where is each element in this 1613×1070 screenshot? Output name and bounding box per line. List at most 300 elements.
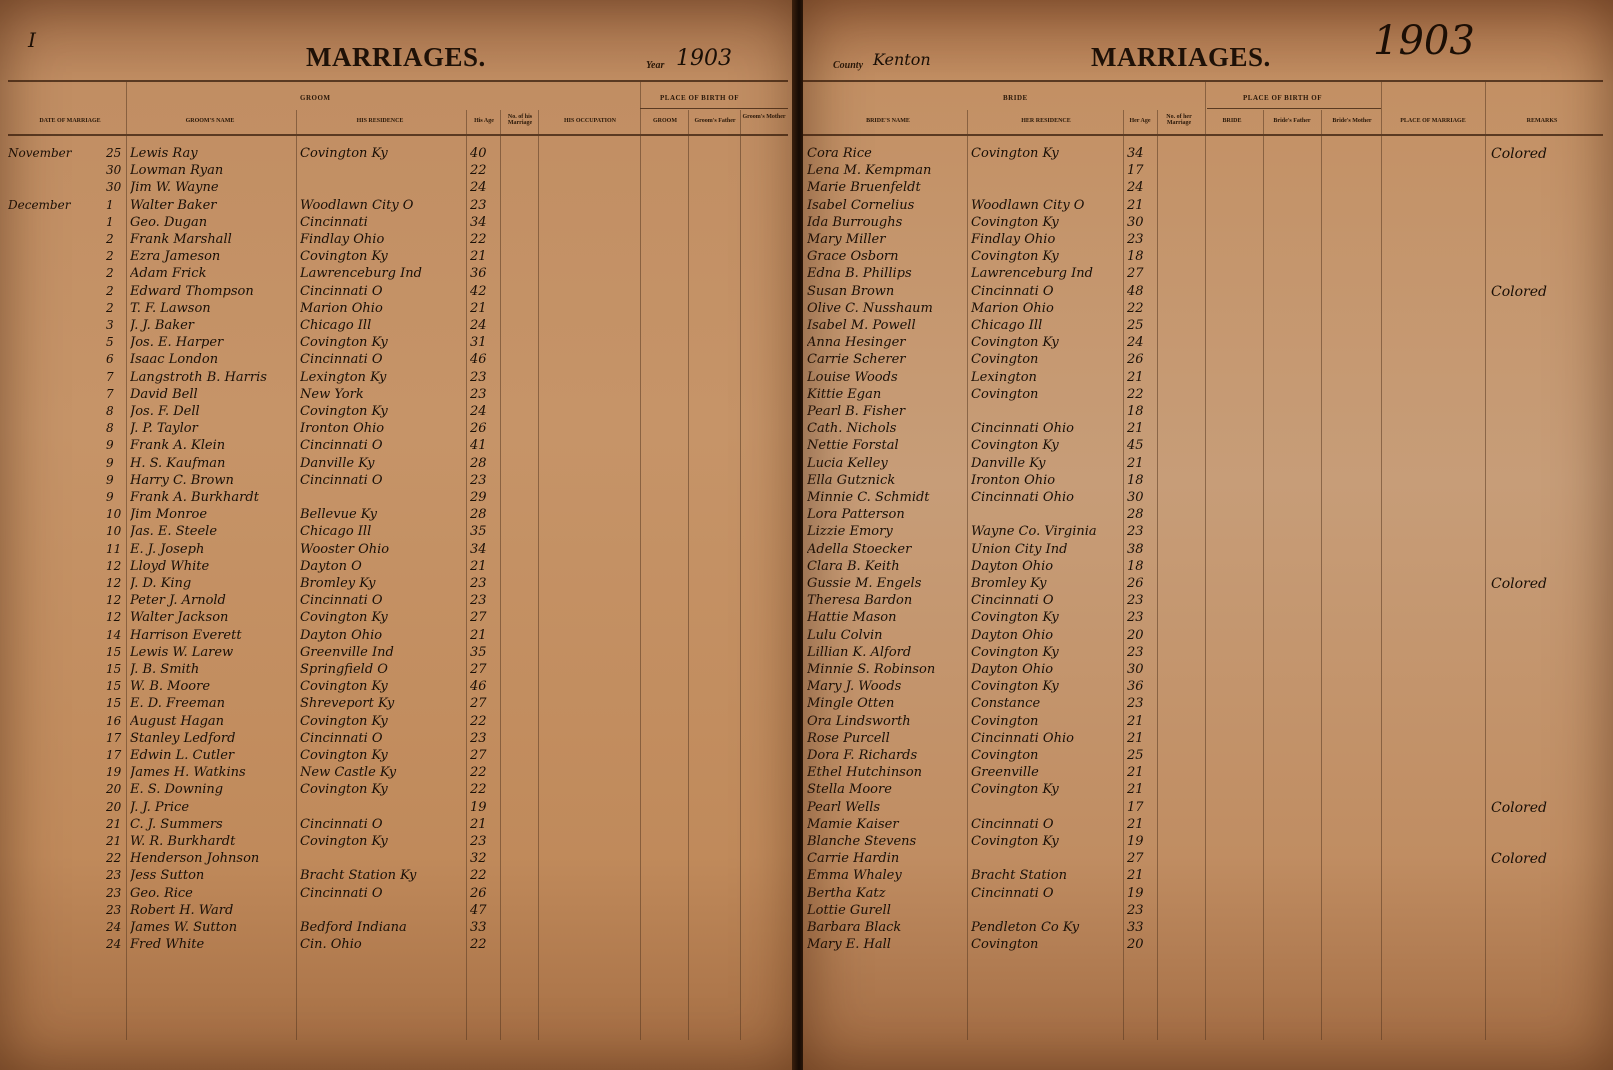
groom-name: W. R. Burkhardt	[130, 834, 236, 849]
bride-age: 33	[1127, 920, 1144, 935]
groom-row	[0, 301, 500, 318]
groom-residence: Cin. Ohio	[300, 937, 362, 953]
marriage-day: 2	[106, 300, 114, 315]
bride-row	[803, 301, 1603, 318]
bride-residence: Cincinnati Ohio	[971, 730, 1074, 746]
groom-residence: Covington Ky	[300, 610, 388, 626]
marriage-day: 21	[106, 834, 122, 848]
groom-residence: Covington Ky	[300, 335, 388, 351]
bride-name: Pearl B. Fisher	[807, 404, 906, 419]
bride-name: Mingle Otten	[807, 696, 895, 712]
bride-row	[803, 146, 1603, 163]
groom-age: 23	[470, 834, 487, 849]
bride-age: 21	[1127, 868, 1144, 884]
groom-age: 23	[470, 472, 487, 488]
col-residence: HIS RESIDENCE	[356, 118, 404, 124]
groom-name: Frank A. Klein	[130, 438, 226, 454]
bride-residence: Covington Ky	[971, 610, 1059, 626]
groom-age: 31	[470, 335, 487, 351]
groom-name: Adam Frick	[130, 266, 207, 282]
county-label: County	[833, 60, 864, 71]
bride-name: Gussie M. Engels	[807, 576, 922, 591]
bride-name: Ida Burroughs	[807, 214, 903, 230]
groom-age: 23	[470, 197, 487, 213]
groom-name: J. J. Price	[130, 799, 190, 815]
groom-age: 24	[470, 180, 487, 196]
page-marker: I	[28, 28, 36, 52]
bride-name: Ella Gutznick	[807, 472, 896, 488]
marriage-day: 23	[106, 885, 122, 900]
marriage-day: 20	[106, 782, 122, 797]
bride-row	[803, 318, 1603, 335]
groom-name: Geo. Rice	[130, 885, 193, 901]
bride-age: 25	[1127, 748, 1144, 763]
bride-age: 23	[1127, 232, 1144, 247]
groom-name: E. D. Freeman	[130, 696, 226, 712]
groom-residence: Covington Ky	[300, 713, 388, 729]
col-age: His Age	[474, 118, 494, 124]
bride-residence: Findlay Ohio	[971, 232, 1056, 247]
groom-name: Frank Marshall	[130, 232, 232, 247]
bride-name: Edna B. Phillips	[807, 266, 912, 282]
bride-age: 21	[1127, 782, 1144, 798]
bride-residence: Marion Ohio	[971, 300, 1054, 316]
bride-name: Bertha Katz	[807, 885, 886, 901]
groom-age: 19	[470, 799, 487, 815]
marriage-day: 24	[106, 937, 122, 952]
marriage-day: 23	[106, 902, 122, 917]
bride-name: Isabel M. Powell	[807, 318, 916, 333]
groom-row	[0, 886, 500, 903]
bride-residence: Bracht Station	[971, 868, 1067, 884]
groom-row	[0, 507, 500, 524]
groom-row	[0, 232, 500, 249]
bride-name: Isabel Cornelius	[807, 197, 915, 213]
groom-residence: Lexington Ky	[300, 369, 387, 385]
col-bride-mother: Bride's Mother	[1332, 118, 1372, 124]
groom-name: E. S. Downing	[130, 782, 224, 798]
groom-row	[0, 782, 500, 799]
bride-residence: Covington	[971, 937, 1039, 953]
bride-age: 23	[1127, 902, 1144, 918]
bride-age: 30	[1127, 662, 1144, 677]
groom-age: 21	[470, 558, 487, 574]
groom-row	[0, 851, 500, 868]
bride-name: Susan Brown	[807, 283, 895, 299]
bride-name: Lottie Gurell	[807, 902, 891, 918]
groom-residence: Dayton O	[300, 558, 362, 574]
groom-name: August Hagan	[130, 713, 225, 729]
bride-age: 34	[1127, 146, 1144, 161]
bride-residence: Covington	[971, 352, 1039, 368]
groom-residence: Cincinnati O	[300, 885, 383, 901]
groom-age: 28	[470, 455, 487, 471]
groom-age: 24	[470, 318, 487, 333]
groom-residence: Covington Ky	[300, 404, 388, 419]
bride-row	[803, 817, 1603, 834]
groom-age: 40	[470, 146, 487, 161]
group-place-of-birth-right: PLACE OF BIRTH OF	[1243, 94, 1322, 102]
right-page	[803, 0, 1613, 1070]
marriage-day: 10	[106, 524, 122, 539]
bride-residence: Pendleton Co Ky	[971, 920, 1080, 935]
group-groom: GROOM	[300, 94, 331, 102]
bride-name: Ethel Hutchinson	[807, 765, 923, 781]
groom-residence: Springfield O	[300, 662, 388, 677]
marriage-day: 15	[106, 696, 122, 711]
groom-row	[0, 421, 500, 438]
groom-age: 22	[470, 232, 487, 247]
marriage-day: 22	[106, 851, 122, 866]
groom-age: 22	[470, 937, 487, 953]
bride-row	[803, 834, 1603, 851]
bride-age: 21	[1127, 765, 1144, 781]
groom-age: 23	[470, 369, 487, 385]
bride-row	[803, 903, 1603, 920]
bride-residence: Covington Ky	[971, 146, 1059, 161]
bride-age: 20	[1127, 937, 1144, 953]
bride-age: 25	[1127, 318, 1144, 333]
groom-name: H. S. Kaufman	[130, 455, 226, 471]
groom-residence: Marion Ohio	[300, 300, 383, 316]
marriage-day: 7	[106, 386, 114, 401]
bride-residence: Constance	[971, 696, 1041, 712]
bride-age: 22	[1127, 386, 1144, 402]
bride-row	[803, 662, 1603, 679]
bride-name: Lora Patterson	[807, 507, 905, 523]
marriage-day: 3	[106, 318, 114, 332]
marriage-day: 2	[106, 232, 114, 246]
bride-residence: Lawrenceburg Ind	[971, 266, 1093, 282]
groom-residence: Cincinnati O	[300, 352, 383, 368]
bride-row	[803, 266, 1603, 283]
groom-residence: Covington Ky	[300, 748, 388, 763]
groom-row	[0, 284, 500, 301]
bride-age: 18	[1127, 404, 1144, 419]
groom-age: 47	[470, 902, 487, 918]
bride-row	[803, 920, 1603, 937]
bride-age: 19	[1127, 885, 1144, 901]
groom-name: Ezra Jameson	[130, 249, 221, 265]
groom-row	[0, 438, 500, 455]
bride-age: 36	[1127, 679, 1144, 695]
marriage-day: 8	[106, 404, 114, 418]
groom-row	[0, 146, 500, 163]
bride-residence: Covington Ky	[971, 679, 1059, 695]
groom-row	[0, 593, 500, 610]
groom-age: 23	[470, 730, 487, 746]
bride-name: Carrie Hardin	[807, 851, 900, 867]
groom-residence: Dayton Ohio	[300, 627, 383, 643]
bride-row	[803, 559, 1603, 576]
groom-row	[0, 817, 500, 834]
bride-row	[803, 163, 1603, 180]
bride-age: 23	[1127, 610, 1144, 626]
bride-residence: Dayton Ohio	[971, 627, 1054, 643]
bride-name: Lillian K. Alford	[807, 644, 912, 660]
bride-age: 26	[1127, 576, 1144, 591]
groom-row	[0, 456, 500, 473]
groom-age: 34	[470, 541, 487, 557]
groom-age: 42	[470, 283, 487, 299]
groom-name: Walter Baker	[130, 197, 217, 213]
marriage-day: 17	[106, 748, 122, 762]
bride-row	[803, 800, 1603, 817]
groom-age: 27	[470, 662, 487, 677]
bride-name: Minnie S. Robinson	[807, 662, 936, 677]
bride-name: Rose Purcell	[807, 730, 890, 746]
groom-row	[0, 163, 500, 180]
bride-name: Emma Whaley	[807, 868, 902, 884]
groom-row	[0, 249, 500, 266]
groom-name: Isaac London	[130, 352, 219, 368]
bride-residence: Cincinnati Ohio	[971, 421, 1074, 437]
groom-name: David Bell	[130, 386, 198, 402]
marriage-day: 15	[106, 679, 122, 694]
groom-age: 23	[470, 576, 487, 591]
groom-row	[0, 387, 500, 404]
groom-residence: Danville Ky	[300, 455, 375, 471]
groom-row	[0, 628, 500, 645]
groom-age: 26	[470, 421, 487, 437]
bride-age: 23	[1127, 524, 1144, 540]
bride-age: 21	[1127, 197, 1144, 213]
remark: Colored	[1491, 799, 1547, 816]
bride-residence: Covington Ky	[971, 438, 1059, 454]
groom-residence: Chicago Ill	[300, 524, 372, 540]
groom-age: 46	[470, 679, 487, 695]
bride-residence: Covington Ky	[971, 834, 1059, 849]
groom-name: Walter Jackson	[130, 610, 229, 626]
bride-name: Dora F. Richards	[807, 748, 918, 763]
groom-residence: Greenville Ind	[300, 644, 394, 660]
bride-row	[803, 679, 1603, 696]
bride-age: 27	[1127, 266, 1144, 282]
bride-residence: Lexington	[971, 369, 1037, 385]
col-marriage-no: No. of his Marriage	[507, 114, 533, 126]
marriage-day: 14	[106, 627, 122, 642]
bride-name: Minnie C. Schmidt	[807, 490, 930, 505]
bride-row	[803, 352, 1603, 369]
groom-residence: Findlay Ohio	[300, 232, 385, 247]
groom-name: C. J. Summers	[130, 816, 223, 832]
bride-residence: Covington Ky	[971, 249, 1059, 265]
remark: Colored	[1491, 576, 1547, 592]
marriage-day: 15	[106, 662, 122, 676]
bride-age: 21	[1127, 730, 1144, 746]
bride-row	[803, 421, 1603, 438]
marriage-day: 19	[106, 765, 122, 780]
bride-age: 23	[1127, 593, 1144, 609]
rule-top	[8, 80, 788, 82]
remark: Colored	[1491, 851, 1547, 868]
marriage-day: 16	[106, 713, 122, 728]
bride-name: Olive C. Nusshaum	[807, 300, 933, 316]
bride-residence: Covington Ky	[971, 214, 1059, 230]
bride-name: Kittie Egan	[807, 386, 882, 402]
bride-residence: Covington Ky	[971, 335, 1059, 351]
groom-residence: Cincinnati O	[300, 593, 383, 609]
bride-residence: Cincinnati Ohio	[971, 490, 1074, 505]
groom-age: 27	[470, 610, 487, 626]
groom-name: Robert H. Ward	[130, 902, 234, 918]
bride-residence: Cincinnati O	[971, 885, 1054, 901]
bride-row	[803, 542, 1603, 559]
bride-name: Blanche Stevens	[807, 834, 917, 849]
bride-row	[803, 284, 1603, 301]
bride-residence: Covington Ky	[971, 782, 1059, 798]
groom-residence: Cincinnati O	[300, 730, 383, 746]
bride-row	[803, 490, 1603, 507]
marriage-day: 9	[106, 455, 114, 470]
col-groom-mother: Groom's Mother	[742, 114, 786, 120]
bride-name: Lena M. Kempman	[807, 163, 932, 179]
marriage-day: 21	[106, 816, 122, 831]
bride-age: 22	[1127, 300, 1144, 316]
marriage-day: 17	[106, 730, 122, 745]
bride-age: 18	[1127, 472, 1144, 488]
groom-residence: Covington Ky	[300, 679, 388, 695]
groom-name: Geo. Dugan	[130, 214, 208, 230]
groom-name: Jos. E. Harper	[130, 335, 224, 351]
bride-residence: Ironton Ohio	[971, 472, 1056, 488]
groom-name: Jess Sutton	[130, 868, 205, 884]
bride-age: 17	[1127, 163, 1144, 179]
bride-name: Mamie Kaiser	[807, 816, 899, 832]
bride-name: Stella Moore	[807, 782, 892, 798]
bride-name: Clara B. Keith	[807, 558, 900, 574]
year-hand: 1903	[1373, 18, 1475, 64]
bride-row	[803, 215, 1603, 232]
bride-row	[803, 645, 1603, 662]
groom-name: Jim Monroe	[130, 507, 208, 523]
rule-header-bottom	[8, 134, 788, 136]
groom-row	[0, 800, 500, 817]
groom-name: Edwin L. Cutler	[130, 748, 235, 763]
bride-residence: Cincinnati O	[971, 283, 1054, 299]
bride-name: Theresa Bardon	[807, 593, 913, 609]
bride-residence: Covington Ky	[971, 644, 1059, 660]
bride-row	[803, 748, 1603, 765]
groom-name: Lewis Ray	[130, 146, 198, 161]
marriage-day: 10	[106, 507, 122, 522]
marriage-day: 12	[106, 610, 122, 625]
bride-row	[803, 456, 1603, 473]
groom-age: 26	[470, 885, 487, 901]
groom-age: 23	[470, 386, 487, 402]
marriage-day: 9	[106, 438, 114, 453]
bride-row	[803, 628, 1603, 645]
col-bride-father: Bride's Father	[1273, 118, 1311, 124]
year-label: Year	[646, 60, 665, 71]
bride-age: 20	[1127, 627, 1144, 643]
bride-row	[803, 731, 1603, 748]
marriage-day: 11	[106, 541, 122, 556]
groom-row	[0, 765, 500, 782]
bride-age: 19	[1127, 834, 1144, 849]
groom-age: 27	[470, 748, 487, 763]
page-title-right: MARRIAGES.	[1091, 42, 1271, 72]
bride-name: Pearl Wells	[807, 799, 881, 815]
bride-residence: Covington	[971, 713, 1039, 729]
groom-age: 34	[470, 214, 487, 230]
col-occupation: HIS OCCUPATION	[564, 118, 616, 124]
bride-age: 48	[1127, 283, 1144, 299]
groom-row	[0, 473, 500, 490]
group-place-of-birth: PLACE OF BIRTH OF	[660, 94, 739, 102]
bride-age: 27	[1127, 851, 1144, 867]
groom-residence: Cincinnati O	[300, 816, 383, 832]
bride-residence: Greenville	[971, 765, 1039, 781]
groom-name: Harry C. Brown	[130, 472, 234, 488]
groom-name: Edward Thompson	[130, 283, 254, 299]
bride-row	[803, 886, 1603, 903]
groom-name: Henderson Johnson	[130, 851, 260, 867]
groom-row	[0, 335, 500, 352]
groom-name: J. P. Taylor	[130, 421, 198, 437]
marriage-day: 30	[106, 163, 122, 178]
groom-residence: Covington Ky	[300, 249, 388, 265]
groom-row	[0, 524, 500, 541]
bride-name: Nettie Forstal	[807, 438, 899, 454]
groom-name: Frank A. Burkhardt	[130, 490, 259, 505]
groom-row	[0, 266, 500, 283]
bride-residence: Dayton Ohio	[971, 558, 1054, 574]
bride-residence: Chicago Ill	[971, 318, 1043, 333]
marriage-day: 12	[106, 558, 122, 573]
groom-row	[0, 559, 500, 576]
bride-name: Mary Miller	[807, 232, 886, 247]
bride-age: 30	[1127, 214, 1144, 230]
bride-age: 24	[1127, 180, 1144, 196]
groom-row	[0, 662, 500, 679]
bride-age: 21	[1127, 421, 1144, 437]
groom-name: Jim W. Wayne	[130, 180, 219, 196]
groom-row	[0, 731, 500, 748]
groom-row	[0, 490, 500, 507]
groom-row	[0, 610, 500, 627]
groom-residence: Bellevue Ky	[300, 507, 378, 523]
bride-name: Louise Woods	[807, 369, 898, 385]
groom-age: 24	[470, 404, 487, 419]
col-her-marriage-no: No. of her Marriage	[1166, 114, 1192, 126]
groom-age: 21	[470, 816, 487, 832]
bride-age: 30	[1127, 490, 1144, 505]
groom-name: Stanley Ledford	[130, 730, 236, 746]
bride-age: 21	[1127, 816, 1144, 832]
bride-name: Lizzie Emory	[807, 524, 893, 540]
bride-residence: Covington	[971, 386, 1039, 402]
groom-age: 27	[470, 696, 487, 712]
groom-age: 35	[470, 644, 487, 660]
bride-age: 21	[1127, 369, 1144, 385]
bride-age: 23	[1127, 644, 1144, 660]
col-her-age: Her Age	[1129, 118, 1151, 124]
col-groom-birth: GROOM	[653, 118, 677, 124]
bride-age: 38	[1127, 541, 1144, 557]
groom-row	[0, 404, 500, 421]
groom-age: 23	[470, 593, 487, 609]
groom-residence: Cincinnati O	[300, 283, 383, 299]
groom-name: Jos. F. Dell	[130, 404, 200, 419]
groom-row	[0, 748, 500, 765]
groom-row	[0, 868, 500, 885]
bride-row	[803, 524, 1603, 541]
groom-name: W. B. Moore	[130, 679, 211, 695]
bride-name: Mary J. Woods	[807, 679, 902, 695]
groom-name: J. J. Baker	[130, 318, 195, 333]
bride-name: Cora Rice	[807, 146, 872, 161]
